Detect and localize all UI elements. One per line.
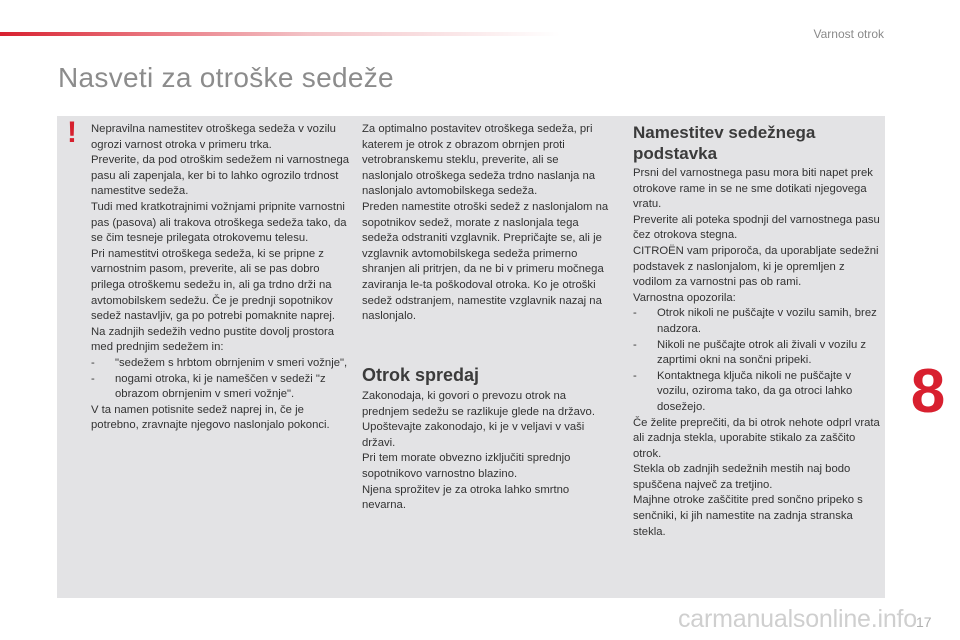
list-item: - "sedežem s hrbtom obrnjenim v smeri vožnje", xyxy=(91,356,351,372)
warning-list xyxy=(91,356,351,403)
top-accent-bar xyxy=(0,32,560,36)
chapter-number: 8 xyxy=(910,357,946,426)
right-paragraph: Prsni del varnostnega pasu mora biti napet prek otrokove rame in se ne sme dotikati njegovega vratu. xyxy=(633,167,873,211)
otrok-spredaj-text xyxy=(362,389,612,514)
right-paragraph: CITROËN vam priporoča, da uporabljate sedežni podstavek z naslonjalom, ki je opremljen z vodilom za varnostni pas ob rami. xyxy=(633,244,879,289)
warning-column xyxy=(91,122,351,434)
right-paragraph: Če želite preprečiti, da bi otrok nehote odprl vrata ali zadnja stekla, uporabite stikalo za zaščito otrok. xyxy=(633,416,880,460)
middle-paragraph: Preden namestite otroški sedež z naslonjalom na sopotnikov sedež, morate z naslonjala tega sedeža odstraniti vzglavnik. Prepričajte se, ali je vzglavnik avtomobilskega sedeža primerno shranjen ali pritrjen, da ne bi v primeru močnega zaviranja le-ta poškodoval otroka. Ko je otroški sedež odstranjem, namestite vzglavnik nazaj na naslonjalo. xyxy=(362,200,609,323)
warnings-title: Varnostna opozorila: xyxy=(633,291,736,304)
middle-paragraph: Zakonodaja, ki govori o prevozu otrok na prednjem sedežu se razlikuje glede na državo. Upoštevajte zakonodajo, ki je v veljavi v vaši državi. xyxy=(362,390,595,449)
dash-marker: - xyxy=(91,356,95,369)
right-column xyxy=(633,166,883,540)
list-item: - Nikoli ne puščajte otrok ali živali v vozilu z zaprtimi okni na sončni pripeki. xyxy=(633,338,867,367)
right-paragraph: Majhne otroke zaščitite pred sončno pripeko s senčniki, ki jih namestite na zadnja stranska stekla. xyxy=(633,494,863,538)
list-item: - Otrok nikoli ne puščajte v vozilu samih, brez nadzora. xyxy=(633,307,877,335)
warning-paragraph: Pri namestitvi otroškega sedeža, ki se pripne z varnostnim pasom, preverite, ali se pas dobro prilega otroškemu sedežu in, ali ga trdno drži na avtomobilskem sedežu. Če je prednji sopotnikov sedež nastavljiv, ga po potrebi pomaknite naprej. xyxy=(91,247,336,323)
dash-marker: - xyxy=(633,307,637,320)
page-number: 17 xyxy=(916,614,932,630)
warning-paragraph: Na zadnjih sedežih vedno pustite dovolj prostora med prednjim sedežem in: xyxy=(91,325,335,354)
warning-paragraph: V ta namen potisnite sedež naprej in, če je potrebno, zravnajte njegovo naslonjalo pokonci. xyxy=(91,403,330,432)
right-paragraph: Preverite ali poteka spodnji del varnostnega pasu čez otrokova stegna. xyxy=(633,213,880,242)
list-item: - Kontaktnega ključa nikoli ne puščajte v vozilu, oziroma tako, da ga otroci lahko dosežejo. xyxy=(633,369,853,413)
right-paragraph: Stekla ob zadnjih sedežnih mestih naj bodo spuščena največ za tretjino. xyxy=(633,463,851,491)
dash-marker: - xyxy=(633,369,637,382)
heading-namestitev: Namestitev sedežnega podstavka xyxy=(633,123,816,163)
warning-paragraph: Nepravilna namestitev otroškega sedeža v vozilu ogrozi varnost otroka v primeru trka. xyxy=(91,123,336,151)
safety-list xyxy=(633,306,883,415)
middle-paragraph: Za optimalno postavitev otroškega sedeža, pri katerem je otrok z obrazom obrnjen proti vetrobranskemu steklu, preverite, ali se naslonjalo otroškega sedeža trdno naslanja na naslonjalo avtomobilskega sedeža. xyxy=(362,123,596,198)
exclamation-icon: ! xyxy=(67,116,77,149)
warning-paragraph: Preverite, da pod otroškim sedežem ni varnostnega pasu ali zapenjala, ker bi to lahko ogrozilo trdnost namestitve sedeža. xyxy=(91,154,350,198)
dash-marker: - xyxy=(91,372,95,385)
list-item: - nogami otroka, ki je nameščen v sedeži "z obrazom obrnjenim v smeri vožnje". xyxy=(91,372,326,401)
dash-marker: - xyxy=(633,338,637,351)
watermark: carmanualsonline.info xyxy=(678,605,918,633)
page-title: Nasveti za otroške sedeže xyxy=(58,62,394,93)
middle-column xyxy=(362,122,612,325)
middle-paragraph: Njena sprožitev je za otroka lahko smrtno nevarna. xyxy=(362,483,570,512)
heading-otrok-spredaj: Otrok spredaj xyxy=(362,365,480,385)
middle-paragraph: Pri tem morate obvezno izključiti sprednjo sopotnikovo varnostno blazino. xyxy=(362,452,571,480)
warning-paragraph: Tudi med kratkotrajnimi vožnjami pripnite varnostni pas (pasova) ali trakova otroškega sedeža tako, da se čim tesneje prilegata otrokovemu telesu. xyxy=(91,200,347,245)
section-title: Varnost otrok xyxy=(813,27,884,41)
